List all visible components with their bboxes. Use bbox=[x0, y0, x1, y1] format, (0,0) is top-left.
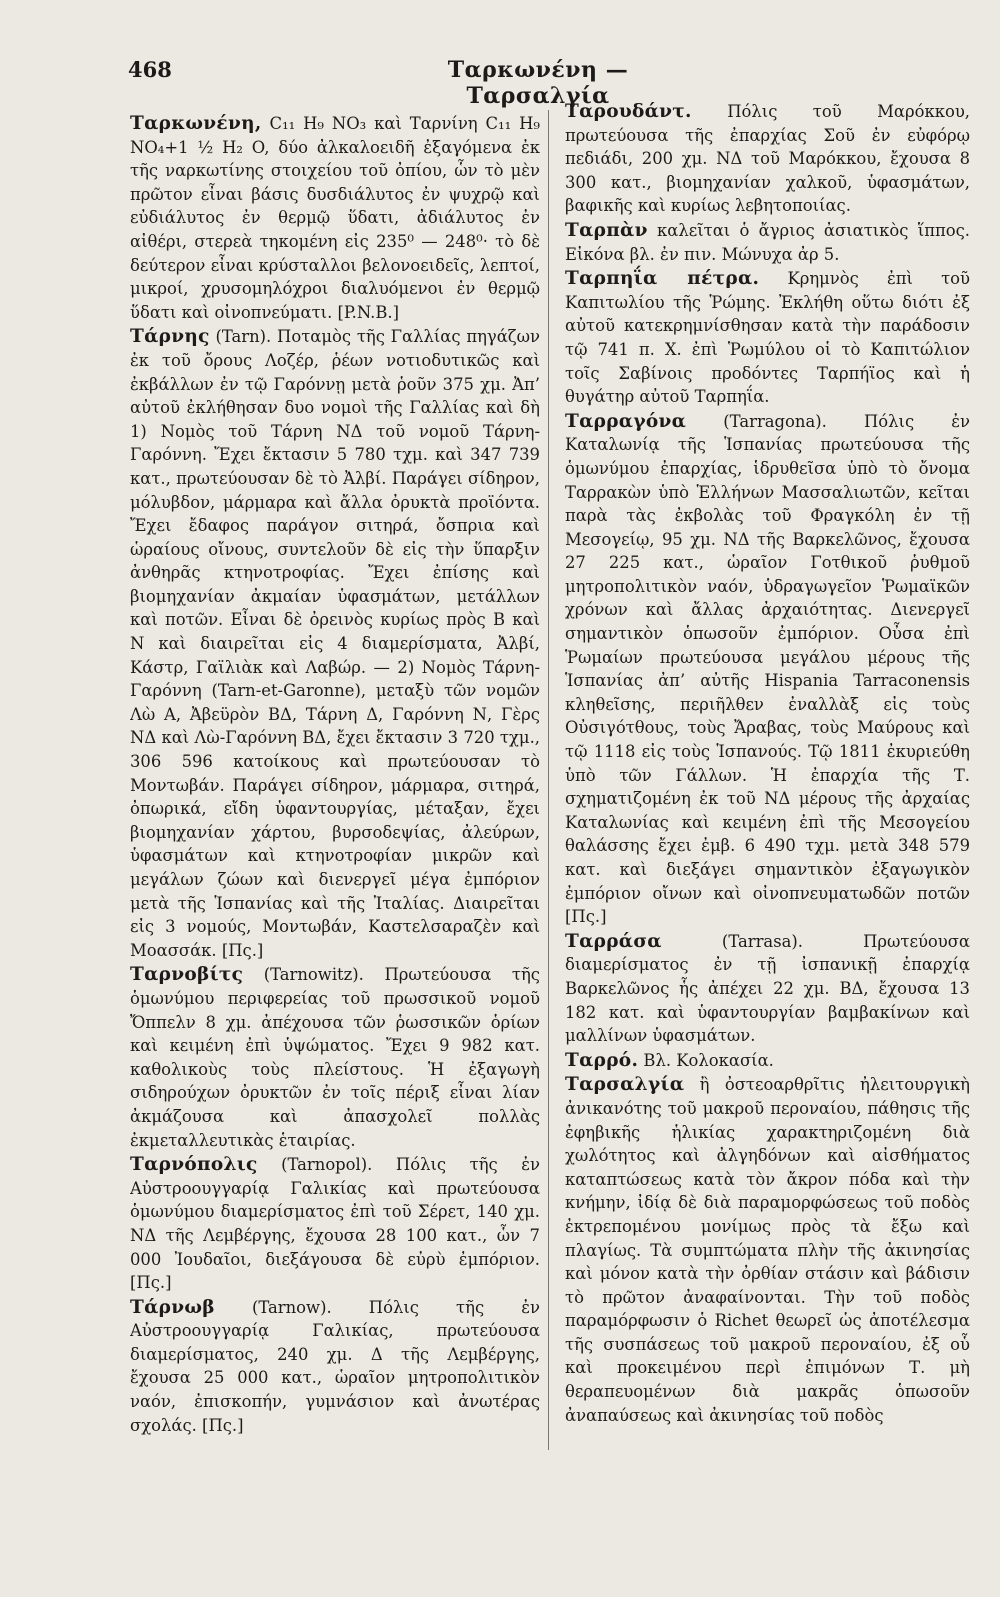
entry-headword: Ταρπηΐα πέτρα. bbox=[565, 268, 760, 290]
entry-text: Βλ. Κολοκασία. bbox=[638, 1050, 774, 1070]
entry-headword: Ταρκωνένη, bbox=[130, 113, 262, 134]
entry-text: καλεῖται ὁ ἄγριος ἀσιατικὸς ἵππος. Εἰκόνα βλ. ἐν πιν. Μώνυχα ἀρ 5. bbox=[565, 220, 970, 264]
entry-headword: Ταρουδάντ. bbox=[565, 101, 692, 122]
entry-tarragona bbox=[565, 410, 970, 929]
entry-text: (Tarrasa). Πρωτεύουσα διαμερίσματος ἐν τῇ ἰσπανικῇ ἐπαρχίᾳ Βαρκελῶνος ἧς ἀπέχει 22 χμ. ΒΔ, ἔχουσα 13 182 κατ. καὶ ὑφαντουργίαν βαμβακίνων καὶ μαλλίνων ὑφασμάτων. bbox=[565, 931, 970, 1046]
entry-tarnowitz bbox=[130, 963, 540, 1152]
entry-headword: Ταρράσα bbox=[565, 930, 662, 952]
entry-text: (Tarragona). Πόλις ἐν Καταλωνίᾳ τῆς Ἱσπανίας πρωτεύουσα τῆς ὁμωνύμου ἐπαρχίας, ἱδρυθεῖσα ὑπὸ τὸ ὄνομα Ταρρακὼν ὑπὸ Ἑλλήνων Μασσαλιωτῶν, κεῖται παρὰ τὰς ἐκβολὰς τοῦ Φραγκόλη ἐν τῇ Μεσογείῳ, 95 χμ. ΝΔ τῆς Βαρκελῶνος, ἔχουσα 27 225 κατ., ὡραῖον Γοτθικοῦ ῥυθμοῦ μητροπολιτικὸν ναόν, ὑδραγωγεῖον Ῥωμαϊκῶν χρόνων καὶ ἄλλας ἀρχαιότητας. Διενεργεῖ σημαντικὸν ὁπωσοῦν ἐμπόριον. Οὖσα ἐπὶ Ῥωμαίων πρωτεύουσα μεγάλου μέρους τῆς Ἱσπανίας ἀπ’ αὐτῆς Hispania Tarraconensis κληθεῖσης, περιῆλθεν ἐναλλὰξ εἰς τοὺς Οὐσιγότθους, τοὺς Ἄραβας, τοὺς Μαύρους καὶ τῷ 1118 εἰς τοὺς Ἱσπανούς. Τῷ 1811 ἐκυριεύθη ὑπὸ τῶν Γάλλων. Ἡ ἐπαρχία τῆς Τ. σχηματιζομένη ἐκ τοῦ ΝΔ μέρους τῆς ἀρχαίας Καταλωνίας καὶ κειμένη ἐπὶ τῆς Μεσογείου θαλάσσης ἔχει ἐμβ. 6 490 τχμ. μετὰ 348 579 κατ. καὶ διεξάγει σημαντικὸν ἐξαγωγικὸν ἐμπόριον οἴνων καὶ οἰνοπνευματωδῶν ποτῶν [Πς.] bbox=[565, 411, 970, 927]
entry-headword: Ταρπὰν bbox=[565, 219, 648, 241]
entry-text: (Tarnopol). Πόλις τῆς ἐν Αὐστροουγγαρίᾳ Γαλικίας καὶ πρωτεύουσα ὁμωνύμου διαμερίσματος ἐπὶ τοῦ Σέρετ, 140 χμ. ΝΔ τῆς Λεμβέργης, ἔχουσα 28 100 κατ., ὧν 7 000 Ἰουδαῖοι, διεξάγουσα δὲ εὐρὺ ἐμπόριον. [Πς.] bbox=[130, 1155, 540, 1293]
entry-text: Πόλις τοῦ Μαρόκκου, πρωτεύουσα τῆς ἐπαρχίας Σοῦ ἐν εὐφόρῳ πεδιάδι, 200 χμ. ΝΔ τοῦ Μαρόκκου, ἔχουσα 8 300 κατ., βιομηχανίαν χαλκοῦ, ὑφασμάτων, βαφικῆς καὶ κυρίως λεβητοποιίας. bbox=[565, 102, 970, 216]
entry-tarnow bbox=[130, 1296, 540, 1438]
entry-text: Κρημνὸς ἐπὶ τοῦ Καπιτωλίου τῆς Ῥώμης. Ἐκλήθη οὕτω διότι ἐξ αὐτοῦ κατεκρημνίσθησαν κατὰ τὴν παράδοσιν τῷ 741 π. Χ. ἐπὶ Ῥωμύλου οἱ τὸ Καπιτώλιον τοῖς Σαβίνοις προδόντες Ταρπήϊος καὶ ἡ θυγάτηρ αὐτοῦ Ταρπηΐα. bbox=[565, 269, 970, 407]
entry-headword: Ταρνόπολις bbox=[130, 1154, 258, 1176]
entry-taroudant bbox=[565, 100, 970, 218]
entry-headword: Ταρνοβίτς bbox=[130, 964, 244, 986]
running-title: Ταρκωνένη — Ταρσαλγία bbox=[447, 57, 629, 109]
entry-text: C₁₁ H₉ NO₃ καὶ Ταρνίνη C₁₁ H₉ NO₄+1 ½ H₂ O, δύο ἀλκαλοειδῆ ἐξαγόμενα ἐκ τῆς ναρκωτίνης στοιχείου τοῦ ὀπίου, ὧν τὸ μὲν πρῶτον εἶναι βάσις δυσδιάλυτος ἐν ψυχρῷ καὶ εὐδιάλυτος ἐν θερμῷ ὕδατι, ἀδιάλυτος ἐν αἰθέρι, στερεὰ τηκομένη εἰς 235⁰ — 248⁰· τὸ δὲ δεύτερον εἶναι κρύσταλλοι βελονοειδεῖς, λεπτοί, μικροί, χρυσομηλόχροι διαλυόμενοι ἐν θερμῷ ὕδατι καὶ οἰνοπνεύματι. [P.N.B.] bbox=[130, 114, 540, 322]
entry-headword: Ταρρό. bbox=[565, 1049, 639, 1071]
running-head bbox=[128, 55, 885, 109]
entry-tarsalgia bbox=[565, 1073, 970, 1427]
right-column bbox=[565, 100, 970, 1570]
entry-headword: Τάρνης bbox=[130, 326, 210, 348]
page-number: 468 bbox=[128, 57, 172, 82]
entry-headword: Ταρραγόνα bbox=[565, 410, 687, 432]
entry-tarnopol bbox=[130, 1153, 540, 1295]
entry-tarpeia bbox=[565, 267, 970, 409]
entry-tarkonene bbox=[130, 112, 540, 324]
entry-text: (Tarnowitz). Πρωτεύουσα τῆς ὁμωνύμου περιφερείας τοῦ πρωσσικοῦ νομοῦ Ὄππελν 8 χμ. ἀπέχουσα τῶν ῥωσσικῶν ὁρίων καὶ κειμένη ἐπὶ ὑψώματος. Ἔχει 9 982 κατ. καθολικοὺς τοὺς πλείστους. Ἡ ἐξαγωγὴ σιδηρούχων ὀρυκτῶν ἐν τοῖς πέριξ εἶναι λίαν ἀκμάζουσα καὶ ἀπασχολεῖ πολλὰς ἐκμεταλλευτικὰς ἑταιρίας. bbox=[130, 965, 540, 1150]
entry-headword: Τάρνωβ bbox=[130, 1296, 215, 1318]
entry-headword: Ταρσαλγία bbox=[565, 1074, 685, 1096]
entry-text: (Tarnow). Πόλις τῆς ἐν Αὐστροουγγαρίᾳ Γαλικίας, πρωτεύουσα διαμερίσματος, 240 χμ. Δ τῆς Λεμβέργης, ἔχουσα 25 000 κατ., ὡραῖον μητροπολιτικὸν ναόν, ἐπισκοπήν, γυμνάσιον καὶ ἀνωτέρας σχολάς. [Πς.] bbox=[130, 1297, 540, 1435]
entry-tarpan bbox=[565, 219, 970, 266]
left-column bbox=[130, 100, 540, 1570]
entry-tarro bbox=[565, 1049, 970, 1073]
entry-tarnes bbox=[130, 325, 540, 962]
entry-tarrasa bbox=[565, 930, 970, 1048]
entry-text: (Tarn). Ποταμὸς τῆς Γαλλίας πηγάζων ἐκ τοῦ ὄρους Λοζέρ, ῥέων νοτιοδυτικῶς καὶ ἐκβάλλων ἐν τῷ Γαρόννῃ μετὰ ῥοῦν 375 χμ. Ἀπ’ αὐτοῦ ἐκλήθησαν δυο νομοὶ τῆς Γαλλίας καὶ δὴ 1) Νομὸς τοῦ Τάρνη ΝΔ τοῦ νομοῦ Τάρνη-Γαρόννη. Ἔχει ἔκτασιν 5 780 τχμ. καὶ 347 739 κατ., πρωτεύουσαν δὲ τὸ Ἀλβί. Παράγει σίδηρον, μόλυβδον, μάρμαρα καὶ ἄλλα ὀρυκτὰ προϊόντα. Ἔχει ἔδαφος παράγον σιτηρά, ὄσπρια καὶ ὡραίους οἴνους, συντελοῦν δὲ εἰς τὴν ὕπαρξιν ἀνθηρᾶς κτηνοτροφίας. Ἔχει ἐπίσης καὶ βιομηχανίαν ἀκμαίαν ὑφασμάτων, μετάλλων καὶ ποτῶν. Εἶναι δὲ ὀρεινὸς κυρίως πρὸς Β καὶ Ν καὶ διαιρεῖται εἰς 4 διαμερίσματα, Ἀλβί, Κάστρ, Γαϊλιὰκ καὶ Λαβώρ. — 2) Νομὸς Τάρνη-Γαρόννη (Tarn-et-Garonne), μεταξὺ τῶν νομῶν Λὼ Α, Ἀβεϋρὸν ΒΔ, Τάρνη Δ, Γαρόννη Ν, Γὲρς ΝΔ καὶ Λὼ-Γαρόννη ΒΔ, ἔχει ἔκτασιν 3 720 τχμ., 306 596 κατοίκους καὶ πρωτεύουσαν τὸ Μοντωβάν. Παράγει σίδηρον, μάρμαρα, σιτηρά, ὀπωρικά, εἴδη ὑφαντουργίας, μέταξαν, ἔχει βιομηχανίαν χάρτου, βυρσοδεψίας, ἀλεύρων, ὑφασμάτων καὶ κτηνοτροφίαν μικρῶν καὶ μεγάλων ζώων καὶ διενεργεῖ μέγα ἐμπόριον μετὰ τῆς Ἱσπανίας καὶ τῆς Ἰταλίας. Διαιρεῖται εἰς 3 νομούς, Μοντωβάν, Καστελσαραζὲν καὶ Μοασσάκ. [Πς.] bbox=[130, 327, 540, 960]
entry-text: ἢ ὀστεοαρθρῖτις ἠλειτουργικὴ ἀνικανότης τοῦ μακροῦ περοναίου, πάθησις τῆς ἐφηβικῆς ἡλικίας χαρακτηριζομένη διὰ χωλότητος καὶ ἀλγηδόνων καὶ αἰσθήματος καταπτώσεως κατὰ τὸν ἄκρον πόδα καὶ τὴν κνήμην, ἰδίᾳ δὲ διὰ παραμορφώσεως τοῦ ποδὸς ἐκτρεπομένου μονίμως πρὸς τὰ ἔξω καὶ πλαγίως. Τὰ συμπτώματα πλὴν τῆς ἀκινησίας καὶ μόνον κατὰ τὴν ὀρθίαν στάσιν καὶ βάδισιν τὸ πρῶτον ἀναφαίνονται. Τὴν τοῦ ποδὸς παραμόρφωσιν ὁ Richet θεωρεῖ ὡς ἀποτέλεσμα τῆς συσπάσεως τοῦ μακροῦ περοναίου, ἐξ οὗ καὶ προκειμένου περὶ ἐπιμόνων Τ. μὴ θεραπευομένων διὰ μακρᾶς ὁπωσοῦν ἀναπαύσεως καὶ ἀκινησίας τοῦ ποδὸς bbox=[565, 1075, 970, 1425]
column-divider bbox=[548, 110, 549, 1450]
